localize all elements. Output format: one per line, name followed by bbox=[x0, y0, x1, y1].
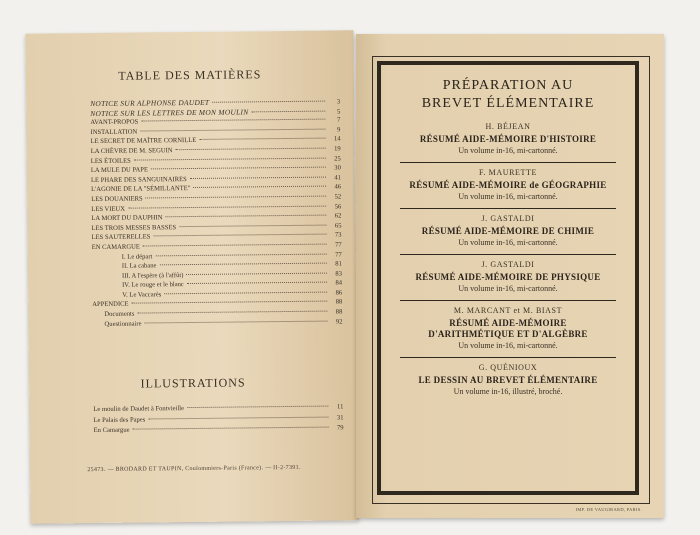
toc-entry-label: Documents bbox=[104, 310, 135, 318]
toc-entry-page: 86 bbox=[335, 289, 343, 297]
printer-imprint: IMP. DE VAUGIRARD, PARIS. bbox=[575, 507, 642, 512]
toc-entry-page: 73 bbox=[334, 231, 342, 239]
toc-entry-page: 56 bbox=[334, 202, 342, 211]
toc-entry-page: 77 bbox=[335, 250, 342, 258]
book-author: H. BÉJEAN bbox=[485, 122, 531, 131]
toc-entry-label: LES VIEUX bbox=[91, 205, 126, 213]
leader-dots bbox=[199, 138, 325, 140]
toc-entry-page: 25 bbox=[334, 154, 341, 163]
toc-entry-label: L'AGONIE DE LA "SÉMILLANTE" bbox=[91, 185, 191, 194]
book-list bbox=[381, 122, 635, 397]
toc-entry-label: LES SAUTERELLES bbox=[91, 233, 151, 242]
toc-entry-page: 41 bbox=[334, 174, 342, 182]
book-ad bbox=[381, 260, 635, 294]
leader-dots bbox=[176, 148, 326, 151]
toc-entry-label: I. Le départ bbox=[121, 252, 153, 261]
toc-entry-label: LA MULE DU PAPE bbox=[90, 166, 149, 175]
separator-rule bbox=[400, 357, 616, 358]
toc-entry-label: INSTALLATION bbox=[90, 128, 138, 136]
toc-entry bbox=[92, 317, 342, 329]
leader-dots bbox=[133, 427, 329, 430]
leader-dots bbox=[134, 157, 326, 160]
toc-entry-page: 62 bbox=[334, 212, 342, 220]
toc-entry-label: LES ÉTOILES bbox=[90, 157, 131, 165]
leader-dots bbox=[141, 119, 325, 122]
toc-entry-page: 52 bbox=[334, 193, 342, 201]
toc-entry-page: 14 bbox=[333, 135, 341, 143]
toc-entry-label: LES TROIS MESSES BASSES bbox=[91, 223, 177, 232]
book-title-cont: D'ARITHMÉTIQUE ET D'ALGÈBRE bbox=[428, 329, 588, 339]
toc-entry-label: V. Le Vaccarès bbox=[122, 291, 162, 299]
book-title: LE DESSIN AU BREVET ÉLÉMENTAIRE bbox=[418, 375, 598, 385]
ad-title-line1: PRÉPARATION AU bbox=[442, 78, 574, 93]
illustration-label: Le moulin de Daudet à Fontvieille bbox=[93, 405, 185, 414]
toc-entry-page: 92 bbox=[335, 318, 343, 326]
book-description: Un volume in-16, mi-cartonné. bbox=[458, 192, 558, 201]
toc-entry-label: II. La cabane bbox=[121, 262, 157, 270]
leader-dots bbox=[151, 167, 326, 170]
leader-dots bbox=[190, 176, 326, 178]
book-description: Un volume in-16, mi-cartonné. bbox=[458, 284, 558, 293]
advertisement bbox=[381, 77, 635, 397]
leader-dots bbox=[164, 291, 327, 294]
toc-entry-label: APPENDICE bbox=[92, 301, 129, 309]
toc-entry-page: 5 bbox=[336, 108, 341, 116]
left-page bbox=[25, 30, 358, 523]
book-title: RÉSUMÉ AIDE-MÉMOIRE DE CHIMIE bbox=[421, 226, 595, 236]
toc-entry-label: III. A l'espère (à l'affût) bbox=[121, 271, 184, 280]
leader-dots bbox=[155, 253, 326, 256]
illustrations-list bbox=[93, 402, 343, 436]
toc-entry-label: LA MORT DU DAUPHIN bbox=[91, 214, 163, 223]
leader-dots bbox=[251, 110, 325, 112]
toc-entry-page: 9 bbox=[337, 126, 341, 134]
book-ad bbox=[381, 122, 635, 156]
book-ad bbox=[381, 168, 635, 202]
book-author: G. QUÉNIOUX bbox=[478, 363, 538, 372]
inner-frame bbox=[377, 61, 639, 495]
leader-dots bbox=[165, 215, 326, 218]
toc-entry-label: EN CAMARGUE bbox=[91, 243, 140, 251]
toc-entry-page: 77 bbox=[335, 241, 342, 249]
leader-dots bbox=[140, 128, 325, 131]
book-title: RÉSUMÉ AIDE-MÉMOIRE de GÉOGRAPHIE bbox=[409, 180, 607, 190]
toc-entry-page: 81 bbox=[335, 260, 342, 268]
separator-rule bbox=[400, 208, 616, 209]
toc-entry-page: 84 bbox=[335, 279, 343, 287]
book-ad bbox=[381, 306, 635, 351]
illustration-page: 79 bbox=[336, 424, 344, 432]
leader-dots bbox=[187, 282, 327, 284]
separator-rule bbox=[400, 300, 616, 301]
book-ad bbox=[381, 214, 635, 248]
illustration-page: 11 bbox=[336, 403, 344, 411]
illustrations-title: ILLUSTRATIONS bbox=[140, 375, 246, 391]
toc-entry-label: Questionnaire bbox=[104, 320, 142, 328]
illustration-page: 31 bbox=[336, 413, 344, 421]
book-author: M. MARCANT et M. BIAST bbox=[453, 306, 563, 315]
leader-dots bbox=[128, 205, 326, 208]
book-description: Un volume in-16, mi-cartonné. bbox=[458, 238, 558, 247]
book-description: Un volume in-16, illustré, broché. bbox=[453, 387, 563, 396]
toc-entry-page: 30 bbox=[334, 164, 341, 172]
leader-dots bbox=[148, 416, 328, 419]
book-author: J. GASTALDI bbox=[481, 260, 535, 269]
toc-entry-label: NOTICE SUR LES LETTRES DE MON MOULIN bbox=[90, 106, 249, 118]
book-ad bbox=[381, 363, 635, 397]
book-author: J. GASTALDI bbox=[481, 214, 535, 223]
leader-dots bbox=[193, 186, 326, 188]
toc-entry-label: IV. Le rouge et le blanc bbox=[122, 281, 184, 290]
right-page bbox=[356, 34, 664, 518]
book-description: Un volume in-16, mi-cartonné. bbox=[458, 146, 558, 155]
leader-dots bbox=[144, 320, 327, 323]
ad-title-line2: BREVET ÉLÉMENTAIRE bbox=[421, 96, 595, 111]
leader-dots bbox=[187, 406, 328, 408]
leader-dots bbox=[143, 243, 327, 246]
toc-entry-page: 65 bbox=[334, 222, 342, 230]
toc-entry-page: 19 bbox=[334, 145, 341, 153]
illustration-label: En Camargue bbox=[93, 426, 130, 435]
toc-entry-page: 46 bbox=[334, 183, 342, 191]
toc-entry-page: 83 bbox=[335, 270, 343, 278]
toc-entry-label: LE PHARE DES SANGUINAIRES bbox=[90, 175, 187, 184]
book-title: RÉSUMÉ AIDE-MÉMOIRE bbox=[449, 318, 567, 328]
separator-rule bbox=[400, 162, 616, 163]
leader-dots bbox=[153, 234, 326, 237]
book-title: RÉSUMÉ AIDE-MÉMOIRE DE PHYSIQUE bbox=[415, 272, 601, 282]
book-title: RÉSUMÉ AIDE-MÉMOIRE D'HISTOIRE bbox=[419, 134, 597, 144]
toc-entry-label: AVANT-PROPOS bbox=[90, 118, 139, 127]
toc-entry-page: 7 bbox=[337, 116, 341, 124]
toc-title: TABLE DES MATIÈRES bbox=[118, 67, 262, 83]
leader-dots bbox=[186, 272, 327, 274]
toc-entry-page: 88 bbox=[335, 308, 343, 316]
leader-dots bbox=[212, 101, 325, 103]
book-description: Un volume in-16, mi-cartonné. bbox=[458, 341, 558, 350]
toc-entry-label: LA CHÈVRE DE M. SEGUIN bbox=[90, 147, 173, 156]
leader-dots bbox=[137, 311, 327, 314]
book-author: F. MAURETTE bbox=[479, 168, 537, 177]
leader-dots bbox=[132, 301, 328, 304]
toc-list bbox=[90, 96, 342, 329]
toc-entry-page: 88 bbox=[335, 298, 343, 306]
toc-entry-label: NOTICE SUR ALPHONSE DAUDET bbox=[90, 97, 210, 109]
leader-dots bbox=[159, 263, 326, 266]
toc-entry-label: LE SECRET DE MAÎTRE CORNILLE bbox=[90, 137, 197, 146]
separator-rule bbox=[400, 254, 616, 255]
leader-dots bbox=[146, 196, 327, 199]
toc-entry-label: LES DOUANIERS bbox=[91, 195, 143, 203]
illustration-label: Le Palais des Papes bbox=[93, 415, 146, 424]
imprint-line: 25473. — BRODARD ET TAUPIN, Coulommiers-Paris (France). — II-2-7391. bbox=[87, 464, 301, 474]
leader-dots bbox=[179, 224, 326, 227]
toc-entry-page: 3 bbox=[336, 98, 341, 106]
